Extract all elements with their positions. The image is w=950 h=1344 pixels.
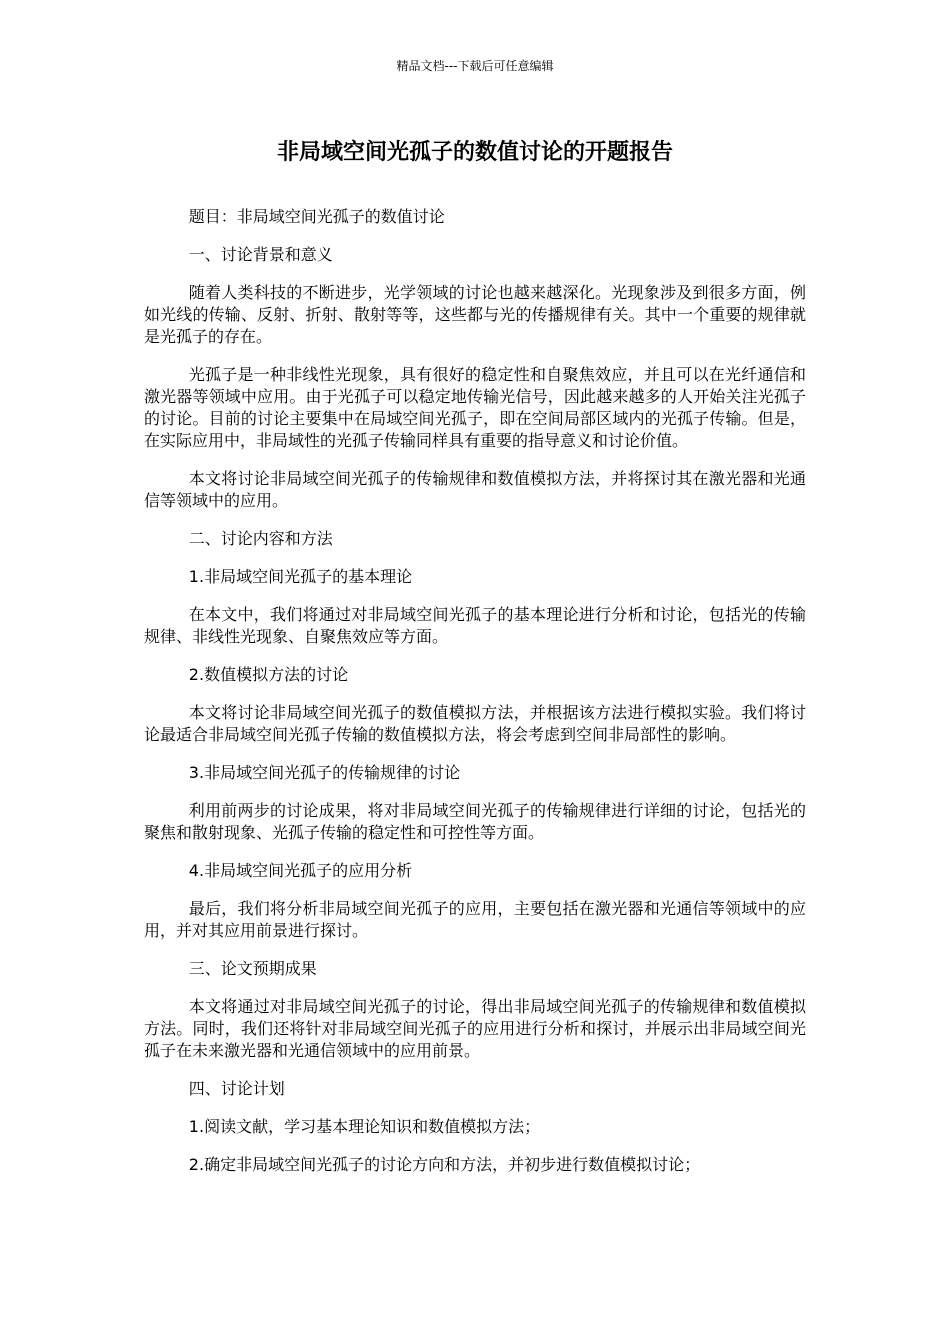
subsection-heading: 1.非局域空间光孤子的基本理论	[188, 567, 413, 586]
document-body	[144, 206, 806, 1192]
subsection-heading: 4.非局域空间光孤子的应用分析	[188, 861, 413, 880]
page-header: 精品文档---下载后可任意编辑	[396, 59, 554, 73]
paragraph: 本文将讨论非局域空间光孤子的传输规律和数值模拟方法，并将探讨其在激光器和光通信等领域中的应用。	[144, 469, 806, 510]
section-heading: 二、讨论内容和方法	[188, 529, 333, 548]
plan-item: 1.阅读文献，学习基本理论知识和数值模拟方法；	[188, 1117, 541, 1136]
subsection-heading: 2.数值模拟方法的讨论	[188, 665, 349, 684]
paragraph: 利用前两步的讨论成果，将对非局域空间光孤子的传输规律进行详细的讨论，包括光的聚焦和散射现象、光孤子传输的稳定性和可控性等方面。	[144, 801, 806, 842]
plan-item: 2.确定非局域空间光孤子的讨论方向和方法，并初步进行数值模拟讨论；	[188, 1155, 701, 1174]
subsection-heading: 3.非局域空间光孤子的传输规律的讨论	[188, 763, 461, 782]
paragraph: 最后，我们将分析非局域空间光孤子的应用，主要包括在激光器和光通信等领域中的应用，并对其应用前景进行探讨。	[144, 899, 806, 940]
section-heading: 四、讨论计划	[188, 1079, 285, 1098]
paragraph: 光孤子是一种非线性光现象，具有很好的稳定性和自聚焦效应，并且可以在光纤通信和激光器等领域中应用。由于光孤子可以稳定地传输光信号，因此越来越多的人开始关注光孤子的讨论。目前的讨论主要集中在局域空间光孤子，即在空间局部区域内的光孤子传输。但是，在实际应用中，非局域性的光孤子传输同样具有重要的指导意义和讨论价值。	[144, 365, 806, 450]
section-heading: 一、讨论背景和意义	[188, 245, 333, 264]
document-title: 非局域空间光孤子的数值讨论的开题报告	[276, 140, 673, 165]
paragraph: 本文将讨论非局域空间光孤子的数值模拟方法，并根据该方法进行模拟实验。我们将讨论最适合非局域空间光孤子传输的数值模拟方法，将会考虑到空间非局部性的影响。	[144, 703, 806, 744]
paragraph: 在本文中，我们将通过对非局域空间光孤子的基本理论进行分析和讨论，包括光的传输规律、非线性光现象、自聚焦效应等方面。	[144, 605, 806, 646]
paragraph: 本文将通过对非局域空间光孤子的讨论，得出非局域空间光孤子的传输规律和数值模拟方法。同时，我们还将针对非局域空间光孤子的应用进行分析和探讨，并展示出非局域空间光孤子在未来激光器和光通信领域中的应用前景。	[144, 997, 806, 1060]
paragraph: 随着人类科技的不断进步，光学领域的讨论也越来越深化。光现象涉及到很多方面，例如光线的传输、反射、折射、散射等等，这些都与光的传播规律有关。其中一个重要的规律就是光孤子的存在。	[144, 283, 806, 346]
section-heading: 三、论文预期成果	[188, 959, 317, 978]
paragraph-topic: 题目：非局域空间光孤子的数值讨论	[188, 207, 445, 226]
